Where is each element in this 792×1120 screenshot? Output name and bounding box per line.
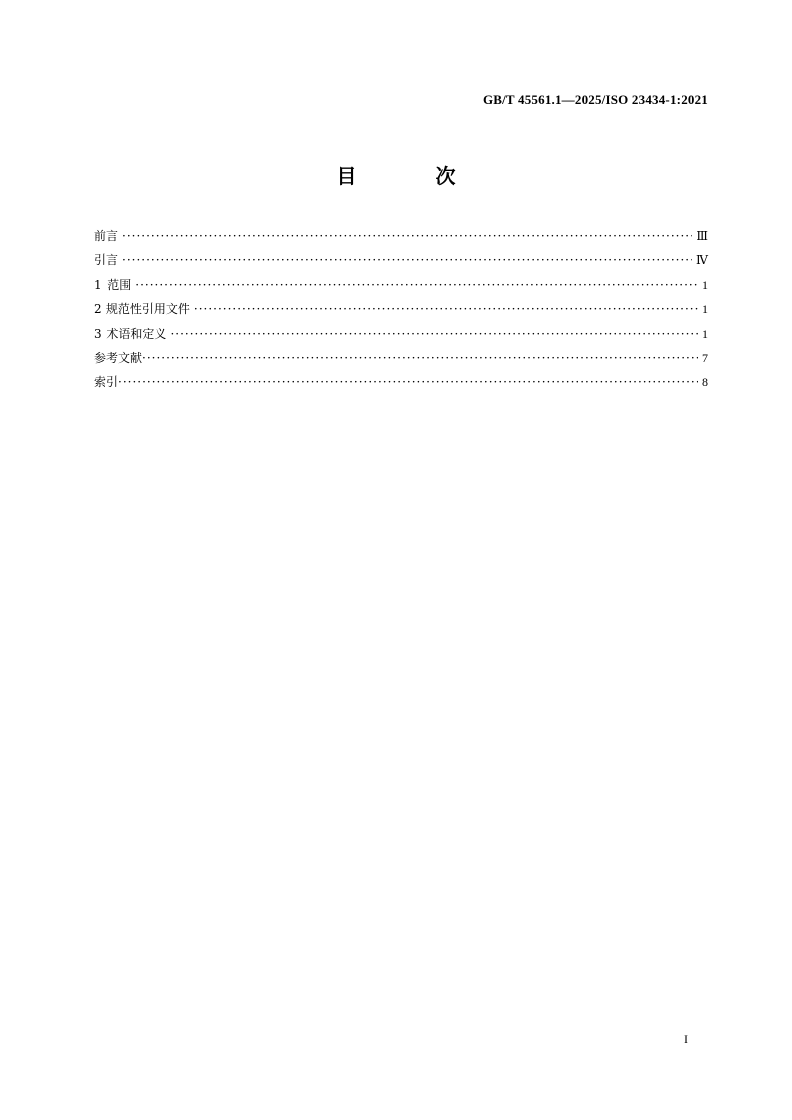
toc-entry-introduction[interactable] xyxy=(94,251,708,275)
toc-entry-normative-references[interactable] xyxy=(94,300,708,324)
page-number: I xyxy=(684,1032,688,1046)
toc-entry-page: 1 xyxy=(702,302,708,317)
leader-dots xyxy=(142,351,698,365)
toc-entry-page: 8 xyxy=(702,375,708,390)
toc-entry-page: 1 xyxy=(702,277,708,292)
toc-entry-page: 1 xyxy=(702,326,708,341)
toc-entry-label: 参考文献 xyxy=(94,350,143,365)
toc-entry-number: 3 xyxy=(94,326,102,341)
toc-entry-number: 2 xyxy=(94,302,102,317)
toc-entry-label: 范围 xyxy=(107,277,132,292)
table-of-contents xyxy=(94,227,708,398)
toc-entry-label: 索引 xyxy=(94,375,119,390)
toc-entry-label: 规范性引用文件 xyxy=(105,302,190,317)
toc-entry-bibliography[interactable] xyxy=(94,349,708,373)
toc-entry-page: Ⅲ xyxy=(696,229,708,243)
leader-dots xyxy=(122,253,692,267)
page-title: 目 次 xyxy=(336,164,492,188)
toc-entry-page: 7 xyxy=(702,350,708,365)
leader-dots xyxy=(135,278,698,292)
toc-entry-label: 前言 xyxy=(94,229,119,243)
leader-dots xyxy=(194,302,698,316)
leader-dots xyxy=(170,327,698,341)
standard-number: GB/T 45561.1—2025/ISO 23434-1:2021 xyxy=(482,92,708,107)
leader-dots xyxy=(118,375,698,389)
toc-entry-page: Ⅳ xyxy=(696,253,708,268)
toc-entry-label: 术语和定义 xyxy=(106,326,167,341)
toc-entry-index[interactable] xyxy=(94,373,708,397)
toc-entry-terms-definitions[interactable] xyxy=(94,325,708,349)
toc-entry-label: 引言 xyxy=(94,253,119,268)
leader-dots xyxy=(122,229,692,243)
toc-entry-foreword[interactable] xyxy=(94,227,708,251)
toc-entry-scope[interactable] xyxy=(94,276,708,300)
toc-entry-number: 1 xyxy=(94,277,102,292)
